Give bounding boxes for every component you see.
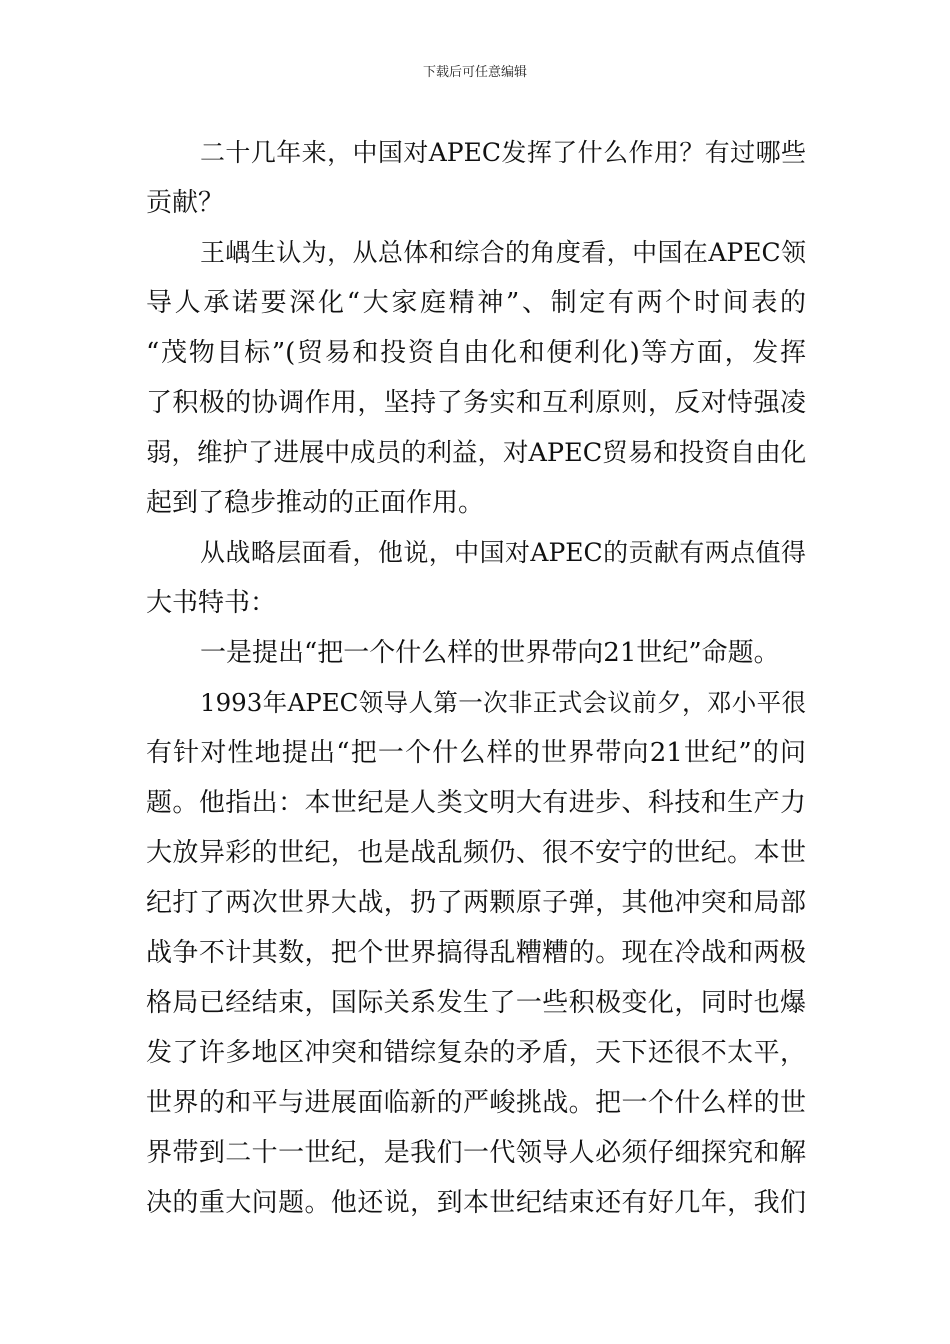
text-line: 贡献？ (146, 188, 225, 218)
text-line: 从战略层面看，他说，中国对APEC的贡献有两点值得 (200, 538, 806, 567)
text-line: 界带到二十一世纪，是我们一代领导人必须仔细探究和解 (146, 1138, 806, 1168)
text-line: 导人承诺要深化“大家庭精神”、制定有两个时间表的 (146, 288, 806, 318)
text-line: 大放异彩的世纪，也是战乱频仍、很不安宁的世纪。本世 (146, 838, 806, 868)
text-line: 有针对性地提出“把一个什么样的世界带向21世纪”的问 (146, 738, 806, 768)
text-line: 一是提出“把一个什么样的世界带向21世纪”命题。 (200, 638, 780, 668)
text-line: 纪打了两次世界大战，扔了两颗原子弹，其他冲突和局部 (146, 888, 806, 918)
page-header: 下载后可任意编辑 (422, 65, 527, 80)
text-line: 弱，维护了进展中成员的利益，对APEC贸易和投资自由化 (146, 438, 807, 468)
text-line: “茂物目标”(贸易和投资自由化和便利化)等方面，发挥 (146, 338, 806, 368)
text-line: 起到了稳步推动的正面作用。 (146, 488, 485, 518)
text-line: 二十几年来，中国对APEC发挥了什么作用？有过哪些 (200, 138, 806, 167)
text-line: 了积极的协调作用，坚持了务实和互利原则，反对恃强凌 (146, 388, 806, 418)
text-line: 格局已经结束，国际关系发生了一些积极变化，同时也爆 (146, 988, 806, 1018)
text-line: 世界的和平与进展面临新的严峻挑战。把一个什么样的世 (146, 1088, 806, 1118)
text-line: 大书特书： (146, 588, 277, 618)
text-line: 战争不计其数，把个世界搞得乱糟糟的。现在冷战和两极 (146, 938, 806, 968)
text-line: 决的重大问题。他还说，到本世纪结束还有好几年，我们 (146, 1188, 806, 1218)
text-line: 1993年APEC领导人第一次非正式会议前夕，邓小平很 (200, 688, 806, 717)
text-line: 发了许多地区冲突和错综复杂的矛盾，天下还很不太平， (146, 1038, 806, 1068)
text-line: 题。他指出：本世纪是人类文明大有进步、科技和生产力 (146, 788, 806, 818)
document-body (146, 128, 806, 1228)
text-line: 王嵎生认为，从总体和综合的角度看，中国在APEC领 (200, 238, 806, 267)
